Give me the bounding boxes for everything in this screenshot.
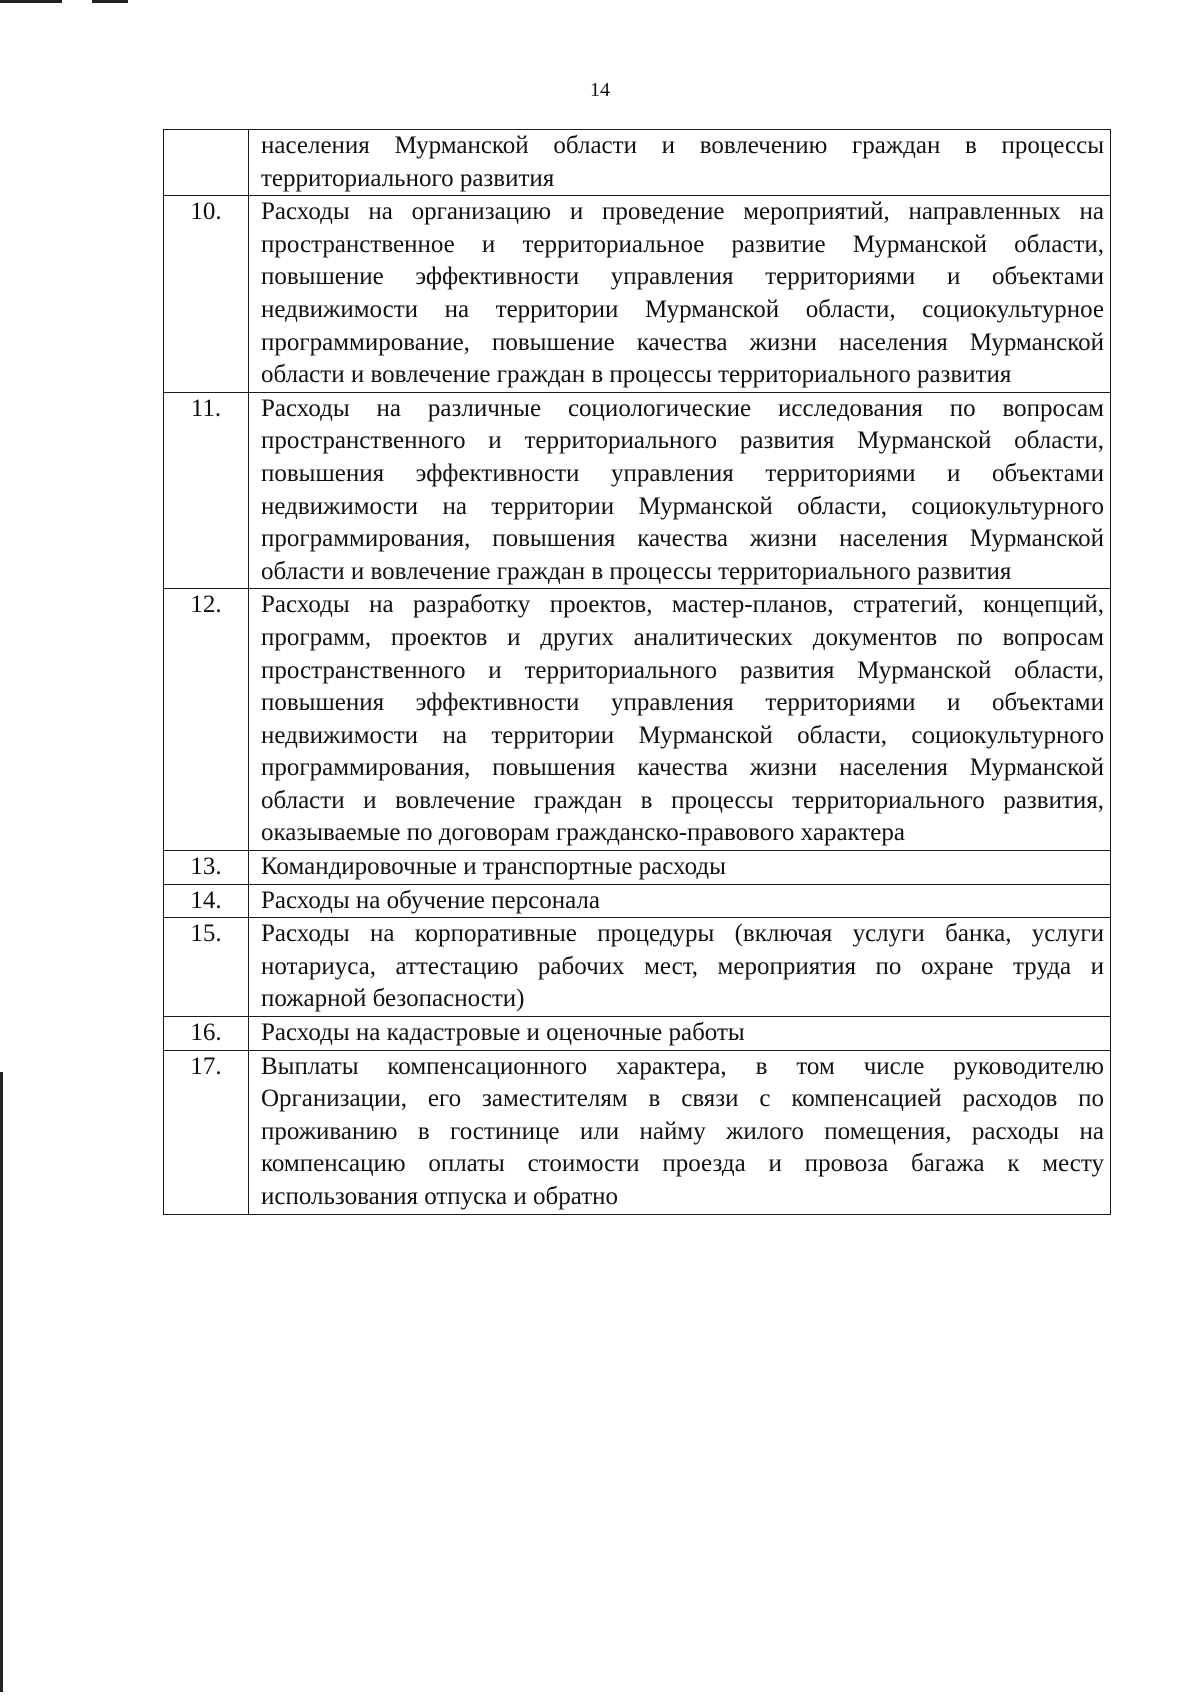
row-number: 15. [164,918,249,1017]
row-text: Расходы на обучение персонала [249,884,1111,918]
page-number: 14 [590,79,610,101]
scan-mark-top-left-2 [92,0,128,3]
row-text: Расходы на организацию и проведение мероприятий, направленных на пространственное и территориальное развитие Мурманской области, повышение эффективности управления территориями и объектами недвижимости на территории Мурманской области, социокультурное программирование, повышение качества жизни населения Мурманской области и вовлечение граждан в процессы территориального развития [249,196,1111,393]
table-row [164,1017,1111,1051]
row-text: Командировочные и транспортные расходы [249,851,1111,885]
row-text: Расходы на корпоративные процедуры (включая услуги банка, услуги нотариуса, аттестацию рабочих мест, мероприятия по охране труда и пожарной безопасности) [249,918,1111,1017]
table-row [164,884,1111,918]
expenses-table [163,129,1111,1215]
row-number: 10. [164,196,249,393]
table-row [164,1050,1111,1214]
row-number: 17. [164,1050,249,1214]
row-text: Расходы на разработку проектов, мастер-планов, стратегий, концепций, программ, проектов и других аналитических документов по вопросам пространственного и территориального развития Мурманской области, повышения эффективности управления территориями и объектами недвижимости на территории Мурманской области, социокультурного программирования, повышения качества жизни населения Мурманской области и вовлечение граждан в процессы территориального развития, оказываемые по договорам гражданско-правового характера [249,589,1111,851]
table-row [164,130,1111,196]
table-row [164,392,1111,589]
row-number: 13. [164,851,249,885]
row-text: Выплаты компенсационного характера, в том числе руководителю Организации, его заместителям в связи с компенсацией расходов по проживанию в гостинице или найму жилого помещения, расходы на компенсацию оплаты стоимости проезда и провоза багажа к месту использования отпуска и обратно [249,1050,1111,1214]
table-row [164,196,1111,393]
row-number: 12. [164,589,249,851]
row-text: населения Мурманской области и вовлечению граждан в процессы территориального развития [249,130,1111,196]
row-text: Расходы на кадастровые и оценочные работы [249,1017,1111,1051]
row-number: 14. [164,884,249,918]
scan-mark-top-left [0,0,62,3]
row-number: 11. [164,392,249,589]
row-number: 16. [164,1017,249,1051]
table-row [164,918,1111,1017]
table-row [164,851,1111,885]
row-text: Расходы на различные социологические исследования по вопросам пространственного и территориального развития Мурманской области, повышения эффективности управления территориями и объектами недвижимости на территории Мурманской области, социокультурного программирования, повышения качества жизни населения Мурманской области и вовлечение граждан в процессы территориального развития [249,392,1111,589]
scan-mark-left-edge [0,1072,3,1692]
table-row [164,589,1111,851]
row-number [164,130,249,196]
